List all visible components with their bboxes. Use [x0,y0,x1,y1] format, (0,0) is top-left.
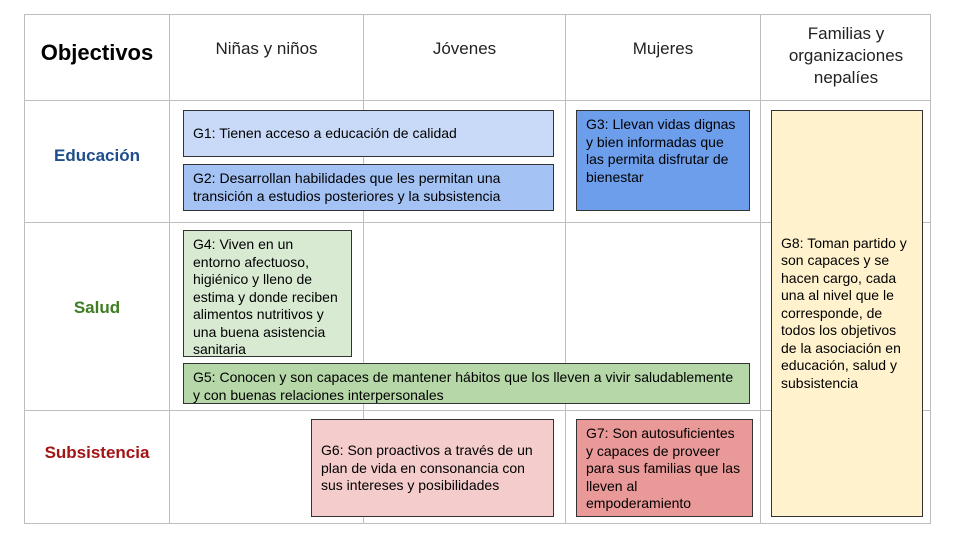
livelihood-row-label: Subsistencia [44,443,150,462]
goal-g5-box [183,363,750,404]
goal-g3-box [576,110,750,211]
goal-g1-box [183,110,554,157]
goal-g2-box [183,164,554,211]
table-border-right [930,14,931,524]
goal-g7-text: G7: Son autosuficientes y capaces de proveer para sus familias que las lleven al empoderamiento [586,425,741,511]
column-divider [565,14,566,524]
goal-g2-text: G2: Desarrollan habilidades que les permitan una transición a estudios posteriores y la subsistencia [193,170,501,204]
women-column-header: Mujeres [632,39,694,58]
children-column-header: Niñas y niños [215,39,318,58]
families-column-header: Familias y organizaciones nepalíes [788,24,904,87]
objectives-header: Objectivos [40,40,154,65]
goal-g3-text: G3: Llevan vidas dignas y bien informadas que las permita disfrutar de bienestar [586,116,736,185]
goal-g8-text: G8: Toman partido y son capaces y se hacen cargo, cada una al nivel que le corresponde, de todos los objetivos de la asociación en educación, salud y subsistencia [781,234,907,391]
youth-column-header: Jóvenes [432,39,497,58]
goal-g6-text: G6: Son proactivos a través de un plan de vida en consonancia con sus intereses y posibilidades [321,442,533,493]
goal-g7-box [576,419,753,517]
column-divider [169,14,170,524]
goal-g6-box [311,419,554,517]
goal-g8-box [771,110,923,517]
column-divider [760,14,761,524]
table-border-bottom [24,523,931,524]
education-row-label: Educación [54,146,140,165]
goal-g5-text: G5: Conocen y son capaces de mantener hábitos que los lleven a vivir saludablemente y con buenas relaciones interpersonales [193,369,734,403]
goal-g4-box [183,230,352,357]
goal-g4-text: G4: Viven en un entorno afectuoso, higiénico y lleno de estima y donde reciben alimentos nutritivos y una buena asistencia sanitaria [193,236,338,357]
goal-g1-text: G1: Tienen acceso a educación de calidad [193,124,457,141]
health-row-label: Salud [73,298,121,317]
